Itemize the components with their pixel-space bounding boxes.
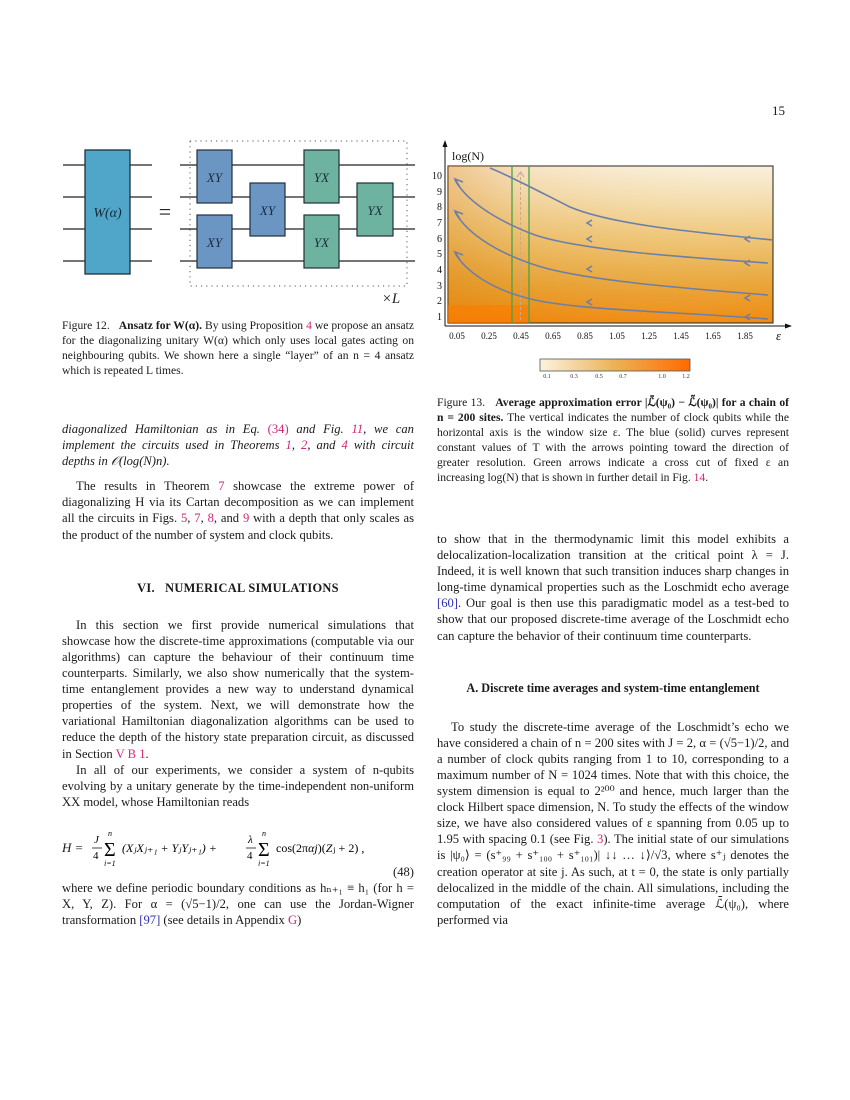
theorem-link[interactable]: 7 xyxy=(218,479,225,494)
svg-text:4: 4 xyxy=(93,849,99,862)
svg-text:j=1: j=1 xyxy=(258,858,270,866)
svg-text:YX: YX xyxy=(313,170,330,185)
figure-12-caption: Figure 12. Ansatz for W(α). By using Proposition 4 we propose an ansatz for the diagonalizing unitary W(α) which only uses local gates acting on neighbouring qubits. We shown here a single “layer” of an n = 4 ansatz which is repeated L times. xyxy=(62,319,414,377)
section-heading: VI. NUMERICAL SIMULATIONS xyxy=(137,580,339,595)
svg-text:1.0: 1.0 xyxy=(658,374,666,380)
appendix-link[interactable]: G xyxy=(287,913,298,928)
svg-text:1: 1 xyxy=(437,312,442,323)
svg-text:0.85: 0.85 xyxy=(577,331,593,341)
citation-link[interactable]: [60] xyxy=(437,596,458,611)
svg-text:0.65: 0.65 xyxy=(545,331,561,341)
figure-12 xyxy=(55,135,420,305)
subsection-heading: A. Discrete time averages and system-time entanglement xyxy=(466,680,760,695)
fig-link[interactable]: 11 xyxy=(351,422,364,436)
eq-link[interactable]: (34) xyxy=(267,422,289,436)
svg-text:1.45: 1.45 xyxy=(673,331,689,341)
svg-text:1.85: 1.85 xyxy=(737,331,753,341)
svg-text:10: 10 xyxy=(432,171,442,182)
fig-link[interactable]: 7 xyxy=(194,511,201,526)
svg-text:3: 3 xyxy=(437,281,442,292)
equals-sign: = xyxy=(158,199,172,224)
svg-text:Σ: Σ xyxy=(258,838,270,861)
svg-text:0.1: 0.1 xyxy=(543,374,551,380)
svg-text:1.25: 1.25 xyxy=(641,331,657,341)
svg-text:0.5: 0.5 xyxy=(595,374,603,380)
svg-text:9: 9 xyxy=(437,187,442,198)
approximation-error-heatmap xyxy=(430,140,800,380)
hamiltonian-equation xyxy=(62,828,414,866)
svg-text:j=1: j=1 xyxy=(104,858,116,866)
svg-text:Σ: Σ xyxy=(104,838,116,861)
svg-text:YX: YX xyxy=(367,203,383,218)
citation-link[interactable]: [97] xyxy=(139,913,161,928)
figure-13 xyxy=(430,140,800,380)
svg-text:1.05: 1.05 xyxy=(609,331,625,341)
theorem-link[interactable]: 1 xyxy=(285,438,292,453)
page-number: 15 xyxy=(772,103,785,118)
colorbar xyxy=(540,359,690,371)
fig-link[interactable]: 9 xyxy=(242,511,250,526)
fig-link[interactable]: 5 xyxy=(180,511,188,526)
svg-text:XY: XY xyxy=(206,170,223,185)
svg-text:7: 7 xyxy=(437,218,442,229)
equation-number: (48) xyxy=(393,864,414,879)
proposition-link[interactable]: 4 xyxy=(306,319,312,332)
svg-text:0.7: 0.7 xyxy=(619,374,627,380)
italic-paragraph: diagonalized Hamiltonian as in Eq. (34) and Fig. 11, we can implement the circuits used in Theorems 1, 2, and 4 with circuit depths in 𝒪(log(N)n). xyxy=(62,422,414,469)
svg-text:1.65: 1.65 xyxy=(705,331,721,341)
equation-render xyxy=(62,828,414,866)
svg-text:4: 4 xyxy=(437,265,442,276)
fig-14-link[interactable]: 14 xyxy=(693,471,706,484)
svg-text:YX: YX xyxy=(313,235,330,250)
x-axis-label: ε xyxy=(776,328,782,343)
left-column xyxy=(62,421,414,928)
y-axis-label: log(N) xyxy=(452,149,484,163)
after-equation-paragraph: where we define periodic boundary conditions as hₙ₊₁ ≡ h₁ (for h = X, Y, Z). For α = (√5−1)/2, one can use the Jordan-Wigner transformation [97] (see details in Appendix G) xyxy=(62,880,414,928)
svg-text:2: 2 xyxy=(437,296,442,307)
fig-link[interactable]: 8 xyxy=(207,511,214,526)
svg-text:J: J xyxy=(94,833,99,846)
svg-text:cos(2παj)(Zⱼ + 2) ,: cos(2παj)(Zⱼ + 2) , xyxy=(276,840,365,855)
svg-text:0.45: 0.45 xyxy=(513,331,529,341)
fig-3-link[interactable]: 3 xyxy=(597,832,604,847)
svg-text:0.3: 0.3 xyxy=(570,374,578,380)
svg-text:4: 4 xyxy=(247,849,253,862)
svg-text:5: 5 xyxy=(437,249,442,260)
svg-text:0.05: 0.05 xyxy=(449,331,465,341)
section-link[interactable]: V B 1 xyxy=(115,746,146,761)
svg-text:n: n xyxy=(262,828,266,838)
theorem-link[interactable]: 4 xyxy=(341,438,348,453)
ansatz-circuit-diagram xyxy=(55,135,420,305)
theorem-link[interactable]: 2 xyxy=(301,438,308,453)
discrete-time-paragraph: To study the discrete-time average of the Loschmidt’s echo we have considered a chain of n = 200 sites with J = 2, α = (√5−1)/2, and a number of clock qubits ranging from 1 to 10, corresponding to a maximum number of N = 1024 times. Note that with this choice, the system dimension is equal to 2²⁰⁰ and hence, much larger than the clock Hilbert space dimension, N. To study the effects of the window size, we have also considered values of ε spanning from 0.05 up to 1.95 with spacing 0.1 (see Fig. 3). The initial state of our simulations is |ψ₀⟩ = (s⁺₉₉ + s⁺₁₀₀ + s⁺₁₀₁)| ↓↓ … ↓⟩/√3, where s⁺ⱼ denotes the creation operator at site j. As such, at t = 0, the state is only partially delocalized in the middle of the chain. All simulations, including the computation of the exact infinite-time average ℒ̄(ψ₀), where performed via xyxy=(437,719,789,927)
intro-paragraph: In this section we first provide numerical simulations that showcase how the discrete-time approximations (computable via our algorithms) can capture the behaviour of their continuum time counterparts. Similarly, we also show numerically that the system-time entanglement provides a new way to understand dynamical properties of the system. Next, we will demonstrate how the variational Hamiltonian diagonalization algorithms can be used to reduce the depth of the history state preparation circuit, as discussed in Section V B 1. xyxy=(62,617,414,761)
svg-text:XY: XY xyxy=(206,235,223,250)
svg-text:XY: XY xyxy=(259,203,276,218)
svg-text:H =: H = xyxy=(62,839,84,855)
w-alpha-label: W(α) xyxy=(93,206,122,221)
svg-text:λ: λ xyxy=(248,833,253,846)
svg-text:(XⱼXⱼ₊₁ + YⱼYⱼ₊₁) +: (XⱼXⱼ₊₁ + YⱼYⱼ₊₁) + xyxy=(122,840,217,855)
svg-text:6: 6 xyxy=(437,234,442,245)
figure-13-caption: Figure 13. Average approximation error |ℒ̄(ψ₀) − ℒ̃(ψ₀)| for a chain of n = 200 sites. The vertical indicates the number of clock qubits while the horizontal axis is the window size ε. The blue (solid) curves represent constant values of T with the arrows pointing toward the direction of greater resolution. Green arrows indicate a cross cut of fixed ε an increasing log(N) that is shown in further detail in Fig. 14. xyxy=(437,396,790,484)
svg-text:n: n xyxy=(108,828,112,838)
transition-paragraph: to show that in the thermodynamic limit this model exhibits a delocalization-localization transition at the critical point λ = J. Indeed, it is well known that such transition induces sharp changes in long-time dynamical properties such as the Loschmidt echo average [60]. Our goal is then use this paradigmatic model as a test-bed to show that our proposed discrete-time average of the Loschmidt echo can capture the behavior of their continuum time counterparts. xyxy=(437,532,789,643)
svg-text:8: 8 xyxy=(437,202,442,213)
right-column xyxy=(437,531,789,928)
repeat-label: ×L xyxy=(381,291,401,305)
svg-text:1.2: 1.2 xyxy=(682,374,690,380)
results-paragraph: The results in Theorem 7 showcase the extreme power of diagonalizing H via its Cartan decomposition as we can implement all the circuits in Figs. 5, 7, 8, and 9 with a depth that only scales as the product of the number of system and clock qubits. xyxy=(62,479,415,542)
svg-text:0.25: 0.25 xyxy=(481,331,497,341)
experiments-paragraph: In all of our experiments, we consider a system of n-qubits evolving by a unitary generate by the time-independent non-uniform XX model, whose Hamiltonian reads xyxy=(62,762,414,809)
